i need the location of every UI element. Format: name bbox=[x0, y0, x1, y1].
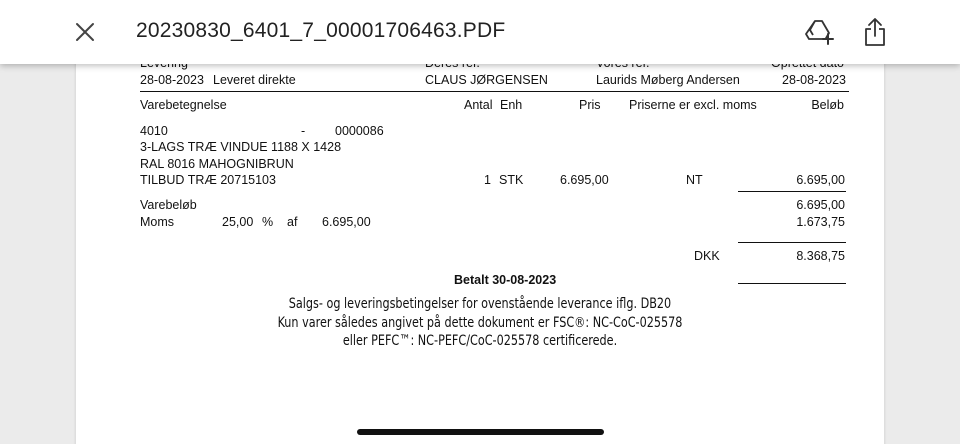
vores-ref-value: Laurids Møberg Andersen bbox=[596, 73, 740, 87]
varebelob-label: Varebeløb bbox=[140, 198, 197, 212]
item-code: 4010 bbox=[140, 124, 168, 138]
moms-rate: 25,00 bbox=[222, 215, 254, 229]
file-title: 20230830_6401_7_00001706463.PDF bbox=[136, 19, 506, 42]
col-price-note: Priserne er excl. moms bbox=[629, 98, 757, 112]
header-divider bbox=[140, 91, 849, 92]
share-icon bbox=[863, 17, 887, 47]
moms-label: Moms bbox=[140, 215, 175, 229]
paid-status: Betalt 30-08-2023 bbox=[454, 273, 557, 287]
item-amount: 6.695,00 bbox=[796, 173, 845, 187]
moms-value: 1.673,75 bbox=[796, 215, 845, 229]
terms-line-3: eller PEFC™: NC-PEFC/CoC-025578 certificerede. bbox=[342, 333, 618, 349]
item-nt: NT bbox=[686, 173, 703, 187]
delivery-method: Leveret direkte bbox=[213, 73, 296, 87]
moms-base: 6.695,00 bbox=[322, 215, 371, 229]
item-line-3: TILBUD TRÆ 20715103 bbox=[140, 173, 276, 187]
add-to-drive-icon bbox=[805, 18, 835, 46]
terms-line-2: Kun varer således angivet på dette dokument er FSC®: NC-CoC-025578 bbox=[277, 315, 683, 331]
delivery-date: 28-08-2023 bbox=[140, 73, 204, 87]
moms-af: af bbox=[287, 215, 298, 229]
col-varebetegnelse: Varebetegnelse bbox=[140, 98, 227, 112]
item-dash: - bbox=[301, 124, 306, 138]
deres-ref-value: CLAUS JØRGENSEN bbox=[425, 73, 548, 87]
viewer-toolbar bbox=[0, 0, 960, 64]
total-amount: 8.368,75 bbox=[796, 249, 845, 263]
col-belob: Beløb bbox=[811, 98, 844, 112]
col-antal: Antal bbox=[464, 98, 493, 112]
subtotal-divider bbox=[738, 191, 846, 192]
item-price: 6.695,00 bbox=[560, 173, 609, 187]
col-pris: Pris bbox=[579, 98, 601, 112]
varebelob-value: 6.695,00 bbox=[796, 198, 845, 212]
item-unit: STK bbox=[499, 173, 524, 187]
item-line-1: 3-LAGS TRÆ VINDUE 1188 X 1428 bbox=[140, 140, 342, 154]
add-to-drive-button[interactable] bbox=[804, 16, 836, 48]
home-indicator bbox=[357, 429, 604, 435]
currency-label: DKK bbox=[694, 249, 720, 263]
share-button[interactable] bbox=[860, 15, 890, 49]
created-date: 28-08-2023 bbox=[782, 73, 846, 87]
close-button[interactable] bbox=[70, 17, 100, 47]
item-qty: 1 bbox=[484, 173, 491, 187]
close-icon bbox=[75, 22, 95, 42]
item-line-2: RAL 8016 MAHOGNIBRUN bbox=[140, 157, 294, 171]
moms-percent: % bbox=[262, 215, 274, 229]
total-divider-top bbox=[738, 242, 846, 243]
item-ref: 0000086 bbox=[335, 124, 384, 138]
pdf-page[interactable] bbox=[76, 40, 884, 444]
col-enh: Enh bbox=[500, 98, 523, 112]
terms-line-1: Salgs- og leveringsbetingelser for ovenstående leverance iflg. DB20 bbox=[288, 296, 672, 312]
total-divider-bottom bbox=[738, 283, 846, 284]
